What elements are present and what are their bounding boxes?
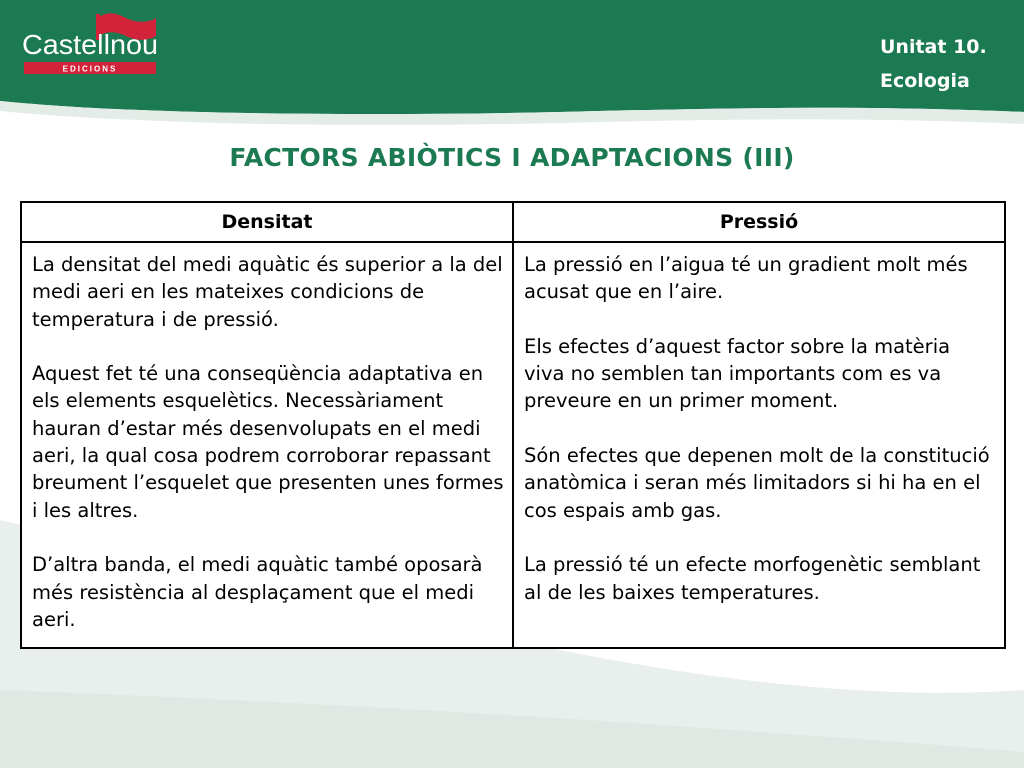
header-density: Densitat	[21, 202, 513, 242]
pressure-paragraph: La pressió en l’aigua té un gradient molt més acusat que en l’aire.	[524, 253, 968, 304]
density-paragraph: Aquest fet té una conseqüència adaptativa en els elements esquelètics. Necessàriament hauran d’estar més desenvolupats en el medi aeri, la qual cosa podrem corroborar repassant breument l’esquelet que presenten unes formes i les altres.	[32, 362, 504, 522]
pressure-cell	[513, 242, 1005, 648]
density-paragraph: La densitat del medi aquàtic és superior a la del medi aeri en les mateixes condicions de temperatura i de pressió.	[32, 253, 503, 331]
content-table	[20, 201, 1006, 649]
header-pressure: Pressió	[513, 202, 1005, 242]
slide-title: FACTORS ABIÒTICS I ADAPTACIONS (III)	[229, 143, 795, 172]
unit-number: Unitat 10.	[880, 36, 987, 58]
castellnou-logo	[22, 10, 162, 80]
unit-subject: Ecologia	[880, 70, 970, 92]
unit-title	[880, 30, 987, 98]
pressure-paragraph: Els efectes d’aquest factor sobre la matèria viva no semblen tan importants com es va preveure en un primer moment.	[524, 334, 951, 413]
table-header-row	[21, 202, 1005, 242]
pressure-paragraph: Són efectes que depenen molt de la constitució anatòmica i seran més limitadors si hi ha en el cos espais amb gas.	[524, 444, 990, 522]
logo-wordmark: Castellnou	[22, 29, 158, 60]
pressure-paragraph: La pressió té un efecte morfogenètic semblant al de les baixes temperatures.	[524, 553, 981, 604]
density-cell	[21, 242, 513, 648]
density-paragraph: D’altra banda, el medi aquàtic també oposarà més resistència al desplaçament que el medi aeri.	[32, 553, 483, 631]
logo-subtitle: EDICIONS	[62, 64, 118, 74]
table-row	[21, 242, 1005, 648]
